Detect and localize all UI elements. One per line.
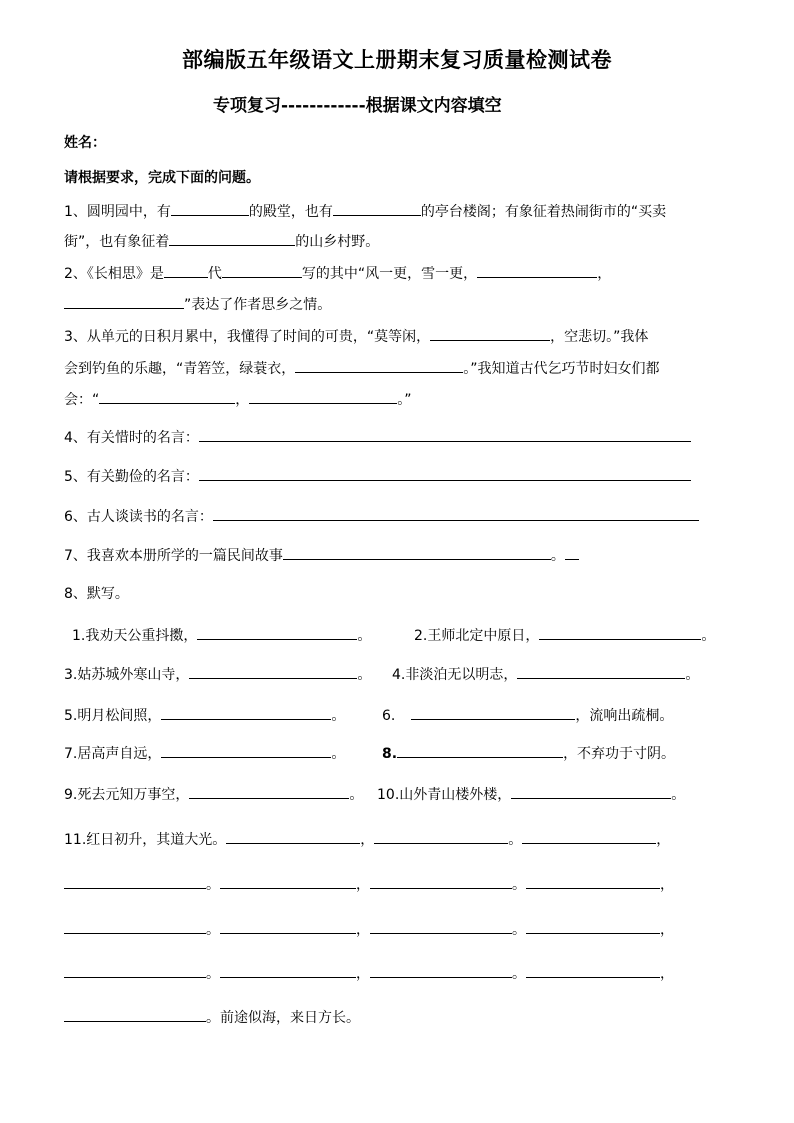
- q7-text: 。: [550, 548, 565, 564]
- dictation-text: 。: [331, 746, 346, 762]
- q3-text: ，: [235, 392, 250, 408]
- q4-text: 4、有关惜时的名言：: [64, 430, 199, 446]
- dictation-text: 11.红日初升，其道大光。: [64, 832, 227, 848]
- dictation-8: [382, 742, 675, 764]
- page-title: 部编版五年级语文上册期末复习质量检测试卷: [182, 48, 612, 72]
- answer-blank[interactable]: [161, 742, 331, 758]
- punctuation: 。: [508, 832, 523, 848]
- question-2-line-1: [64, 262, 611, 284]
- punctuation: ，: [660, 922, 674, 938]
- q5-text: 5、有关勤俭的名言：: [64, 469, 199, 485]
- dictation-text: 。: [331, 708, 346, 724]
- dictation-text: 9.死去元知万事空，: [64, 787, 190, 803]
- dictation-text: ，流响出疏桐。: [575, 708, 674, 724]
- answer-blank[interactable]: [220, 962, 356, 978]
- punctuation: ，: [660, 877, 674, 893]
- answer-blank[interactable]: [411, 704, 575, 720]
- answer-blank[interactable]: [189, 783, 349, 799]
- answer-blank[interactable]: [64, 293, 184, 309]
- question-1-line-2: [64, 230, 379, 252]
- dictation-11-line-2: [64, 873, 674, 895]
- answer-blank[interactable]: [517, 663, 685, 679]
- dictation-4: [392, 663, 699, 685]
- dictation-text: 1.我劝天公重抖擞，: [72, 628, 198, 644]
- question-3-line-3: [64, 388, 412, 410]
- question-3-line-2: [64, 357, 660, 379]
- punctuation: ，: [360, 832, 375, 848]
- answer-blank[interactable]: [249, 388, 397, 404]
- question-7: [64, 544, 579, 566]
- dictation-2: [414, 624, 715, 646]
- q1-text: 1、圆明园中，有: [64, 204, 171, 220]
- answer-blank[interactable]: [161, 704, 331, 720]
- answer-blank[interactable]: [539, 624, 701, 640]
- dictation-text: 。: [349, 787, 364, 803]
- punctuation: ，: [660, 966, 674, 982]
- dictation-11-line-4: [64, 962, 674, 984]
- answer-blank[interactable]: [511, 783, 671, 799]
- question-2-line-2: [64, 293, 331, 315]
- question-5: [64, 465, 691, 487]
- dictation-3: [64, 663, 371, 685]
- punctuation: ，: [356, 966, 370, 982]
- q3-text: ，空悲切。”我体: [550, 329, 649, 345]
- q1-text: 街”，也有象征着: [64, 234, 170, 250]
- dictation-text: 8.: [382, 746, 398, 762]
- answer-blank[interactable]: [222, 262, 302, 278]
- dictation-text: 。: [701, 628, 716, 644]
- answer-blank[interactable]: [64, 918, 206, 934]
- punctuation: ，: [656, 832, 671, 848]
- q3-text: 3、从单元的日积月累中，我懂得了时间的可贵，“莫等闲，: [64, 329, 431, 345]
- answer-blank[interactable]: [169, 230, 295, 246]
- dictation-text: ，不弃功于寸阴。: [563, 746, 676, 762]
- answer-blank[interactable]: [397, 742, 563, 758]
- instruction: 请根据要求，完成下面的问题。: [64, 170, 260, 186]
- dictation-7: [64, 742, 345, 764]
- answer-blank[interactable]: [189, 663, 357, 679]
- answer-blank[interactable]: [199, 426, 691, 442]
- q3-text: 。”: [397, 392, 412, 408]
- answer-blank[interactable]: [565, 544, 579, 560]
- dictation-text: 。: [671, 787, 686, 803]
- page-subtitle: 专项复习------------根据课文内容填空: [213, 96, 502, 116]
- question-6: [64, 505, 699, 527]
- q2-text: ，: [597, 266, 612, 282]
- answer-blank[interactable]: [370, 873, 512, 889]
- q3-text: 会到钓鱼的乐趣，“青箬笠，绿蓑衣，: [64, 361, 296, 377]
- answer-blank[interactable]: [370, 918, 512, 934]
- dictation-11-line-3: [64, 918, 674, 940]
- punctuation: 。: [206, 966, 220, 982]
- answer-blank[interactable]: [171, 200, 249, 216]
- dictation-10: [377, 783, 685, 805]
- q3-text: 。”我知道古代乞巧节时妇女们都: [463, 361, 660, 377]
- dictation-text: 10.山外青山楼外楼，: [377, 787, 512, 803]
- question-4: [64, 426, 691, 448]
- answer-blank[interactable]: [522, 828, 656, 844]
- answer-blank[interactable]: [164, 262, 208, 278]
- answer-blank[interactable]: [220, 873, 356, 889]
- question-8: 8、默写。: [64, 586, 129, 602]
- dictation-11-line-1: [64, 828, 670, 850]
- dictation-text: 5.明月松间照，: [64, 708, 162, 724]
- q2-text: 代: [207, 266, 222, 282]
- punctuation: 。: [206, 877, 220, 893]
- dictation-6: [382, 704, 673, 726]
- answer-blank[interactable]: [213, 505, 699, 521]
- dictation-5: [64, 704, 345, 726]
- answer-blank[interactable]: [477, 262, 597, 278]
- dictation-text: 。: [357, 628, 372, 644]
- dictation-text: 6.: [382, 708, 396, 724]
- name-label: 姓名：: [64, 135, 106, 151]
- q2-text: 写的其中“风一更，雪一更，: [301, 266, 478, 282]
- answer-blank[interactable]: [430, 325, 550, 341]
- dictation-text: 。前途似海，来日方长。: [206, 1010, 360, 1026]
- answer-blank[interactable]: [526, 962, 660, 978]
- q2-text: 2、《长相思》是: [64, 266, 164, 282]
- answer-blank[interactable]: [283, 544, 551, 560]
- dictation-9: [64, 783, 363, 805]
- answer-blank[interactable]: [370, 962, 512, 978]
- answer-blank[interactable]: [374, 828, 508, 844]
- q1-text: 的山乡村野。: [295, 234, 380, 250]
- q2-text: ”表达了作者思乡之情。: [184, 297, 332, 313]
- answer-blank[interactable]: [64, 962, 206, 978]
- answer-blank[interactable]: [526, 918, 660, 934]
- q3-text: 会：“: [64, 392, 100, 408]
- q6-text: 6、古人谈读书的名言：: [64, 509, 213, 525]
- answer-blank[interactable]: [220, 918, 356, 934]
- answer-blank[interactable]: [197, 624, 357, 640]
- punctuation: 。: [512, 922, 526, 938]
- dictation-text: 3.姑苏城外寒山寺，: [64, 667, 190, 683]
- question-1-line-1: [64, 200, 666, 222]
- q7-text: 7、我喜欢本册所学的一篇民间故事: [64, 548, 283, 564]
- dictation-11-line-5: [64, 1006, 360, 1028]
- dictation-text: 。: [685, 667, 700, 683]
- answer-blank[interactable]: [99, 388, 235, 404]
- q1-text: 的殿堂，也有: [248, 204, 333, 220]
- punctuation: ，: [356, 922, 370, 938]
- answer-blank[interactable]: [64, 873, 206, 889]
- punctuation: 。: [206, 922, 220, 938]
- dictation-1: [72, 624, 371, 646]
- answer-blank[interactable]: [526, 873, 660, 889]
- dictation-text: 。: [357, 667, 372, 683]
- answer-blank[interactable]: [199, 465, 691, 481]
- answer-blank[interactable]: [295, 357, 463, 373]
- punctuation: 。: [512, 877, 526, 893]
- dictation-text: 2.王师北定中原日，: [414, 628, 540, 644]
- punctuation: 。: [512, 966, 526, 982]
- answer-blank[interactable]: [226, 828, 360, 844]
- dictation-text: 7.居高声自远，: [64, 746, 162, 762]
- question-3-line-1: [64, 325, 648, 347]
- punctuation: ，: [356, 877, 370, 893]
- dictation-text: 4.非淡泊无以明志，: [392, 667, 518, 683]
- q1-text: 的亭台楼阁；有象征着热闹街市的“买卖: [420, 204, 667, 220]
- answer-blank[interactable]: [333, 200, 421, 216]
- answer-blank[interactable]: [64, 1006, 206, 1022]
